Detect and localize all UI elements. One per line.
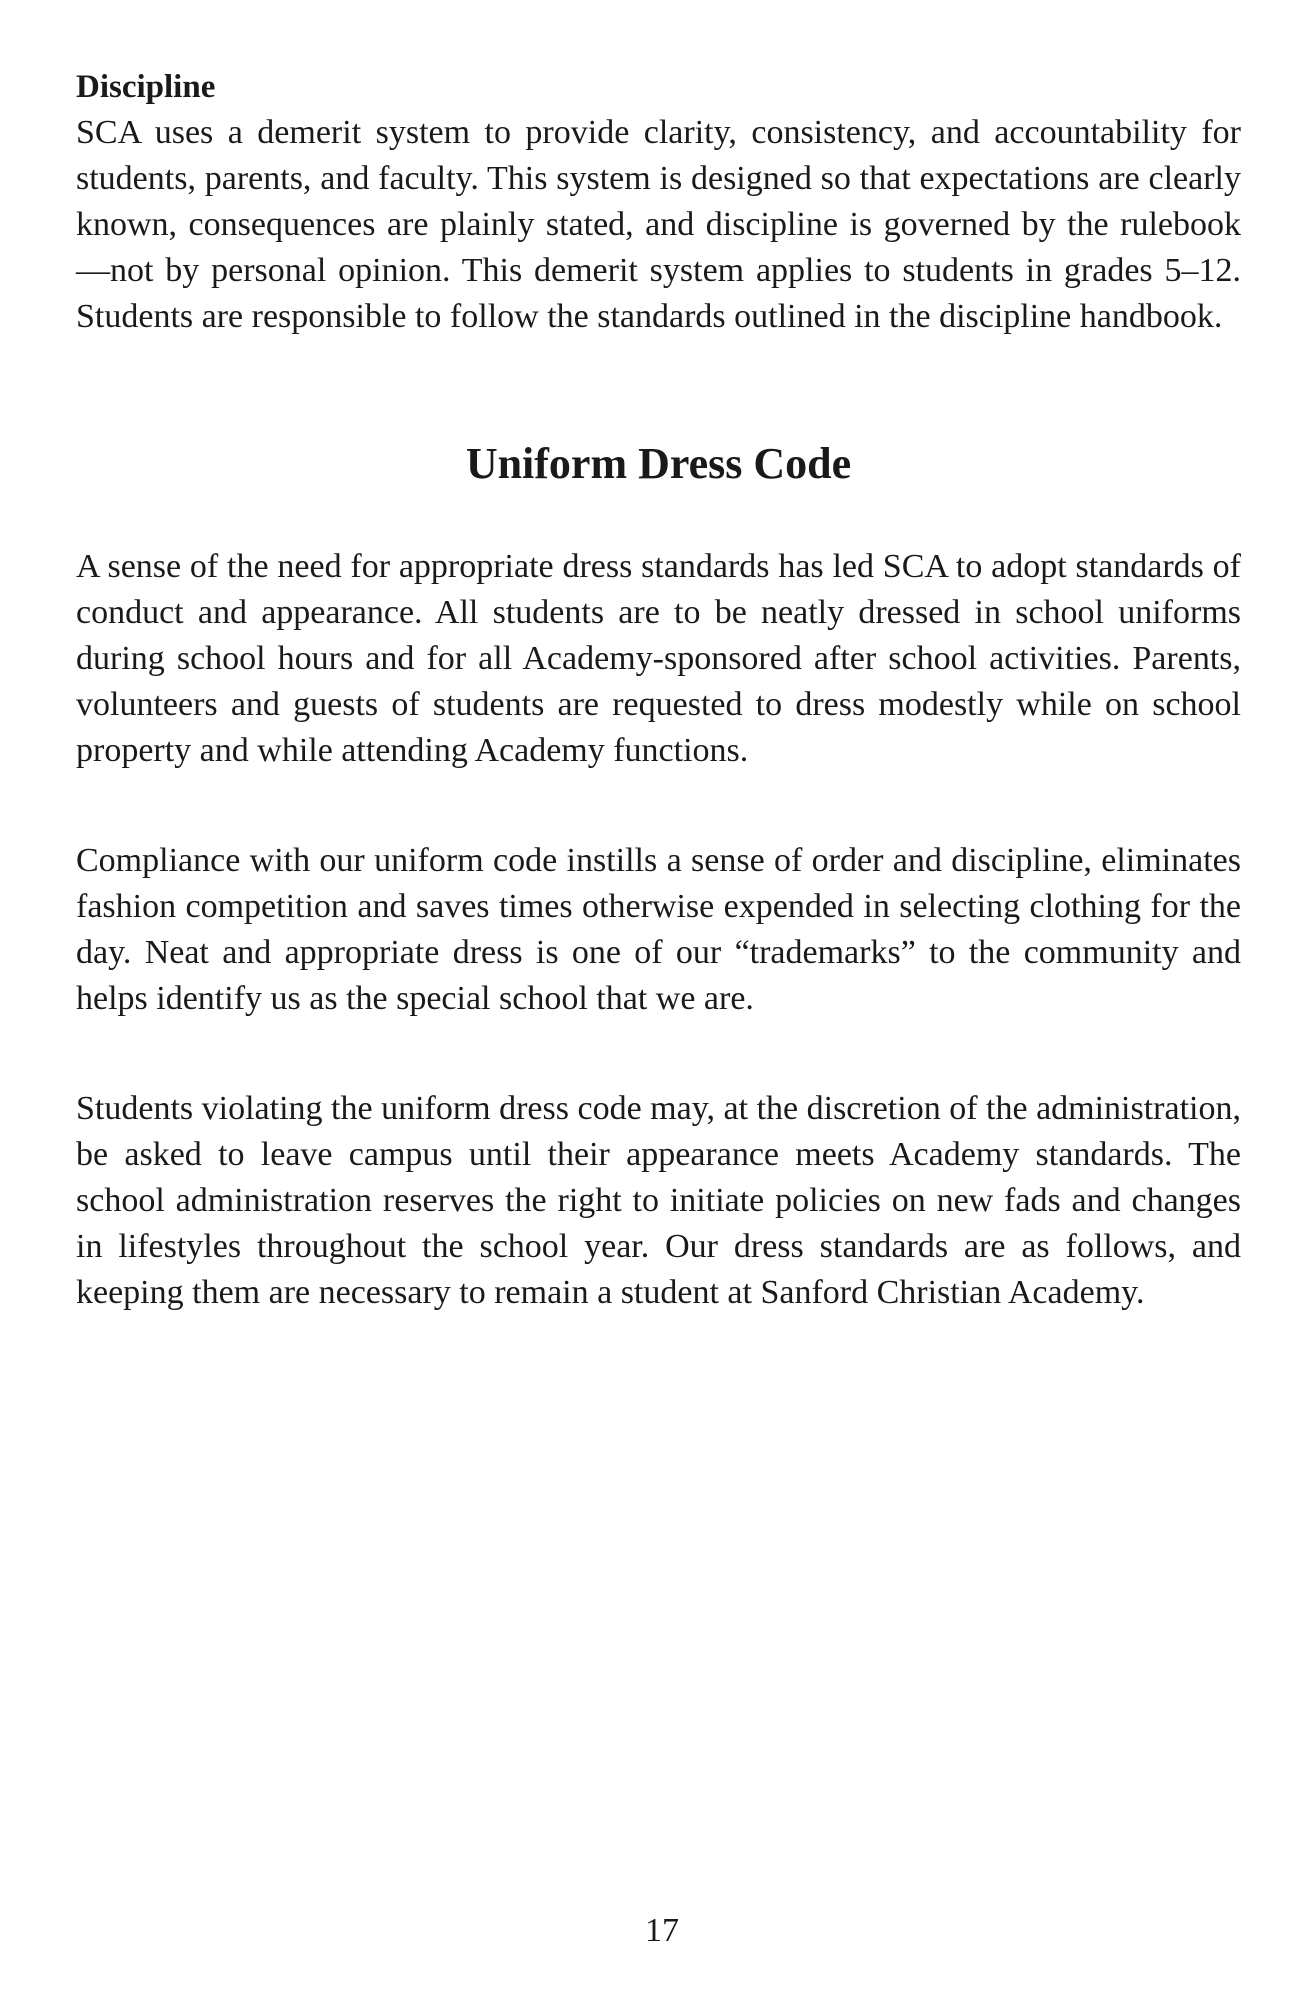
discipline-heading: Discipline	[76, 69, 216, 105]
page-content	[76, 64, 1241, 1316]
page-number: 17	[645, 1912, 679, 1949]
uniform-dress-code-title: Uniform Dress Code	[465, 439, 852, 488]
discipline-paragraph: SCA uses a demerit system to provide clarity, consistency, and accountability for students, parents, and faculty. This system is designed so that expectations are clearly known, consequences are plainly stated, and discipline is governed by the rulebook—not by personal opinion. This demerit system applies to students in grades 5–12. Students are responsible to follow the standards outlined in the discipline handbook.	[76, 114, 1241, 335]
uniform-paragraph-2: Compliance with our uniform code instills a sense of order and discipline, eliminates fashion competition and saves times otherwise expended in selecting clothing for the day. Neat and appropriate dress is one of our “trademarks” to the community and helps identify us as the special school that we are.	[76, 842, 1241, 1017]
uniform-paragraph-3: Students violating the uniform dress code may, at the discretion of the administration, be asked to leave campus until their appearance meets Academy standards. The school administration reserves the right to initiate policies on new fads and changes in lifestyles throughout the school year. Our dress standards are as follows, and keeping them are necessary to remain a student at Sanford Christian Academy.	[76, 1090, 1241, 1311]
uniform-paragraph-1: A sense of the need for appropriate dress standards has led SCA to adopt standards of conduct and appearance. All students are to be neatly dressed in school uniforms during school hours and for all Academy-sponsored after school activities. Parents, volunteers and guests of students are requested to dress modestly while on school property and while attending Academy functions.	[76, 548, 1241, 769]
